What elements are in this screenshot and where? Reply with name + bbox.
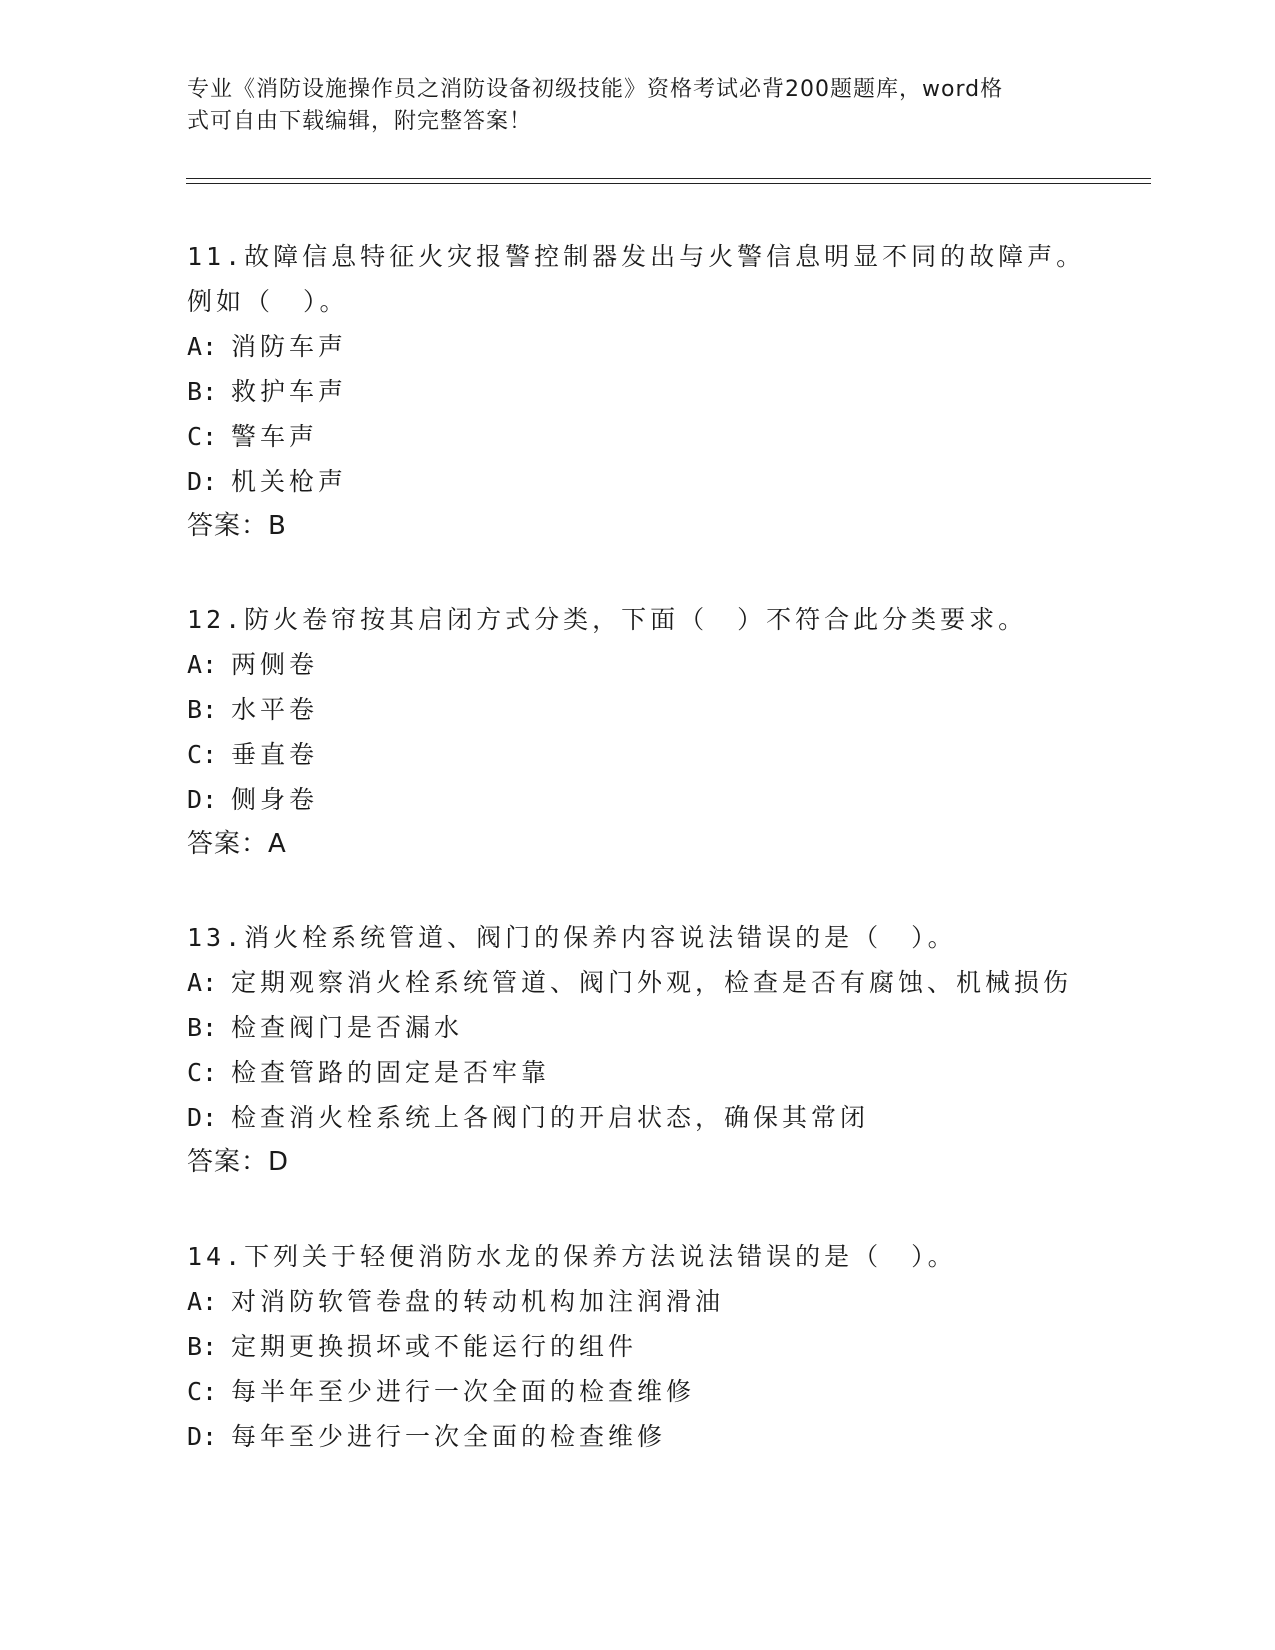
- option-letter: C:: [187, 1058, 218, 1087]
- question-stem: 11.故障信息特征火灾报警控制器发出与火警信息明显不同的故障声。: [187, 242, 1086, 271]
- option-b: [187, 369, 1087, 414]
- option-text: 检查阀门是否漏水: [231, 1013, 464, 1042]
- option-b: [187, 1324, 1087, 1369]
- option-letter: D:: [187, 1422, 218, 1451]
- option-letter: A:: [187, 968, 218, 997]
- option-text: 机关枪声: [231, 467, 348, 496]
- header-divider-top: [186, 178, 1151, 179]
- question-13: [187, 915, 1087, 1185]
- option-d: [187, 777, 1087, 822]
- option-b: [187, 1005, 1087, 1050]
- option-letter: B:: [187, 695, 218, 724]
- option-a: [187, 1279, 1087, 1324]
- question-11: [187, 234, 1087, 549]
- option-text: 对消防软管卷盘的转动机构加注润滑油: [231, 1287, 725, 1316]
- option-d: [187, 1095, 1087, 1140]
- option-d: [187, 1414, 1087, 1459]
- option-text: 每年至少进行一次全面的检查维修: [231, 1422, 667, 1451]
- answer-line: 答案：D: [187, 1147, 290, 1177]
- option-letter: D:: [187, 1103, 218, 1132]
- question-stem: 13.消火栓系统管道、阀门的保养内容说法错误的是（ ）。: [187, 923, 957, 952]
- option-text: 垂直卷: [231, 740, 319, 769]
- option-c: [187, 732, 1087, 777]
- option-letter: D:: [187, 467, 218, 496]
- header-line-2: 式可自由下载编辑，附完整答案！: [187, 109, 533, 134]
- option-a: [187, 960, 1087, 1005]
- option-letter: B:: [187, 1013, 218, 1042]
- answer-line: 答案：A: [187, 829, 287, 859]
- option-letter: B:: [187, 1332, 218, 1361]
- option-letter: A:: [187, 650, 218, 679]
- header-divider-bottom: [186, 183, 1151, 184]
- option-text: 消防车声: [231, 332, 348, 361]
- option-text: 每半年至少进行一次全面的检查维修: [231, 1377, 696, 1406]
- document-header: [187, 74, 1067, 138]
- option-a: [187, 324, 1087, 369]
- option-letter: C:: [187, 740, 218, 769]
- option-letter: B:: [187, 377, 218, 406]
- option-text: 定期更换损坏或不能运行的组件: [231, 1332, 638, 1361]
- option-letter: A:: [187, 332, 218, 361]
- question-14: [187, 1234, 1087, 1459]
- answer-line: 答案：B: [187, 511, 287, 541]
- option-d: [187, 459, 1087, 504]
- option-text: 侧身卷: [231, 785, 319, 814]
- option-text: 定期观察消火栓系统管道、阀门外观，检查是否有腐蚀、机械损伤: [231, 968, 1073, 997]
- option-a: [187, 642, 1087, 687]
- question-stem: 14.下列关于轻便消防水龙的保养方法说法错误的是（ ）。: [187, 1242, 957, 1271]
- option-text: 水平卷: [231, 695, 319, 724]
- option-letter: C:: [187, 1377, 218, 1406]
- header-line-1: 专业《消防设施操作员之消防设备初级技能》资格考试必背200题题库，word格: [187, 77, 1004, 102]
- question-stem: 12.防火卷帘按其启闭方式分类，下面（ ）不符合此分类要求。: [187, 605, 1028, 634]
- option-text: 检查管路的固定是否牢靠: [231, 1058, 551, 1087]
- option-text: 两侧卷: [231, 650, 319, 679]
- option-letter: C:: [187, 422, 218, 451]
- option-c: [187, 1050, 1087, 1095]
- option-c: [187, 414, 1087, 459]
- question-stem-continued: 例如（ ）。: [187, 287, 349, 316]
- option-c: [187, 1369, 1087, 1414]
- option-text: 检查消火栓系统上各阀门的开启状态，确保其常闭: [231, 1103, 870, 1132]
- option-b: [187, 687, 1087, 732]
- option-letter: A:: [187, 1287, 218, 1316]
- question-12: [187, 597, 1087, 867]
- option-text: 警车声: [231, 422, 319, 451]
- option-letter: D:: [187, 785, 218, 814]
- option-text: 救护车声: [231, 377, 348, 406]
